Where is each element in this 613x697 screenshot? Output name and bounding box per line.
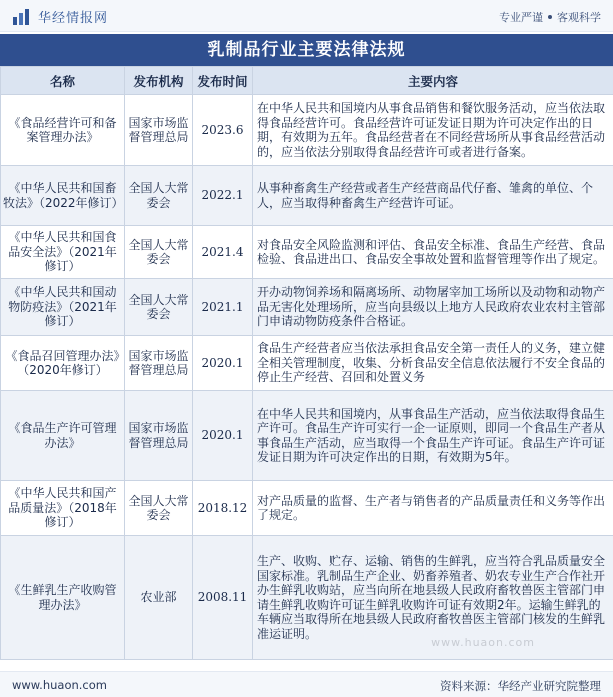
- law-name: 《生鲜乳生产收购管理办法》: [1, 536, 125, 660]
- issuing-body: 农业部: [125, 536, 193, 660]
- slogan-right: 客观科学: [557, 11, 601, 24]
- issuing-body: 全国人大常委会: [125, 279, 193, 336]
- issuing-body: 国家市场监督管理总局: [125, 95, 193, 166]
- issue-date: 2020.1: [193, 336, 253, 391]
- slogan-separator-dot: [548, 15, 552, 19]
- table-row: [1, 279, 613, 336]
- footer: [0, 671, 613, 697]
- main-content: 从事种畜禽生产经营或者生产经营商品代仔畜、雏禽的单位、个人，应当取得种畜禽生产经营许可证。: [253, 166, 613, 226]
- watermark: www.huaon.com: [431, 636, 535, 649]
- page-title: 乳制品行业主要法律法规: [0, 34, 613, 66]
- column-header-org: 发布机构: [125, 67, 193, 95]
- slogan: [499, 9, 601, 25]
- issuing-body: 全国人大常委会: [125, 481, 193, 536]
- issue-date: 2022.1: [193, 166, 253, 226]
- footer-url-link[interactable]: www.huaon.com: [12, 678, 107, 692]
- brand-name: 华经情报网: [38, 11, 109, 26]
- brand-logo-icon: [12, 8, 32, 26]
- issuing-body: 国家市场监督管理总局: [125, 336, 193, 391]
- law-name: 《中华人民共和国食品安全法》（2021年修订）: [1, 226, 125, 279]
- law-name: 《中华人民共和国产品质量法》（2018年修订）: [1, 481, 125, 536]
- main-content: 开办动物饲养场和隔离场所、动物屠宰加工场所以及动物和动物产品无害化处理场所，应当向县级以上地方人民政府农业农村主管部门申请动物防疫条件合格证。: [253, 279, 613, 336]
- law-name: 《食品经营许可和备案管理办法》: [1, 95, 125, 166]
- main-content: 在中华人民共和国境内，从事食品生产活动，应当依法取得食品生产许可。食品生产许可实行一企一证原则，即同一个食品生产者从事食品生产活动，应当取得一个食品生产许可证。食品生产许可证发证日期为许可决定作出的日期，有效期为5年。: [253, 391, 613, 481]
- main-content: 食品生产经营者应当依法承担食品安全第一责任人的义务，建立健全相关管理制度，收集、分析食品安全信息依法履行不安全食品的停止生产经营、召回和处置义务: [253, 336, 613, 391]
- issue-date: 2018.12: [193, 481, 253, 536]
- law-name: 《食品生产许可管理办法》: [1, 391, 125, 481]
- issue-date: 2008.11: [193, 536, 253, 660]
- table-header-row: [1, 67, 613, 95]
- table-row: [1, 95, 613, 166]
- slogan-left: 专业严谨: [499, 11, 543, 24]
- law-table: [0, 66, 613, 660]
- table-row: [1, 391, 613, 481]
- column-header-date: 发布时间: [193, 67, 253, 95]
- law-name: 《中华人民共和国畜牧法》（2022年修订）: [1, 166, 125, 226]
- table-row: [1, 481, 613, 536]
- issue-date: 2021.4: [193, 226, 253, 279]
- main-content: 对食品安全风险监测和评估、食品安全标准、食品生产经营、食品检验、食品进出口、食品安全事故处置和监督管理等作出了规定。: [253, 226, 613, 279]
- law-name: 《中华人民共和国动物防疫法》（2021年修订）: [1, 279, 125, 336]
- issue-date: 2020.1: [193, 391, 253, 481]
- column-header-name: 名称: [1, 67, 125, 95]
- footer-source: 资料来源：华经产业研究院整理: [440, 679, 601, 693]
- main-content: 在中华人民共和国境内从事食品销售和餐饮服务活动，应当依法取得食品经营许可。食品经营许可证发证日期为许可决定作出的日期，有效期为五年。食品经营者在不同经营场所从事食品经营活动的，应当依法分别取得食品经营许可或者进行备案。: [253, 95, 613, 166]
- law-name: 《食品召回管理办法》（2020年修订）: [1, 336, 125, 391]
- column-header-content: 主要内容: [253, 67, 613, 95]
- brand-logo[interactable]: [12, 7, 108, 26]
- table-row: [1, 336, 613, 391]
- issuing-body: 全国人大常委会: [125, 166, 193, 226]
- issue-date: 2023.6: [193, 95, 253, 166]
- table-row: [1, 166, 613, 226]
- issuing-body: 国家市场监督管理总局: [125, 391, 193, 481]
- table-row: [1, 226, 613, 279]
- main-content: 对产品质量的监督、生产者与销售者的产品质量责任和义务等作出了规定。: [253, 481, 613, 536]
- main-content: 生产、收购、贮存、运输、销售的生鲜乳，应当符合乳品质量安全国家标准。乳制品生产企业、奶畜养殖者、奶农专业生产合作社开办生鲜乳收购站，应当向所在地县级人民政府畜牧兽医主管部门申请生鲜乳收购许可证生鲜乳收购许可证有效期2年。运输生鲜乳的车辆应当取得所在地县级人民政府畜牧兽医主管部门核发的生鲜乳准运证明。: [253, 536, 613, 660]
- issue-date: 2021.1: [193, 279, 253, 336]
- top-bar: [0, 0, 613, 32]
- issuing-body: 全国人大常委会: [125, 226, 193, 279]
